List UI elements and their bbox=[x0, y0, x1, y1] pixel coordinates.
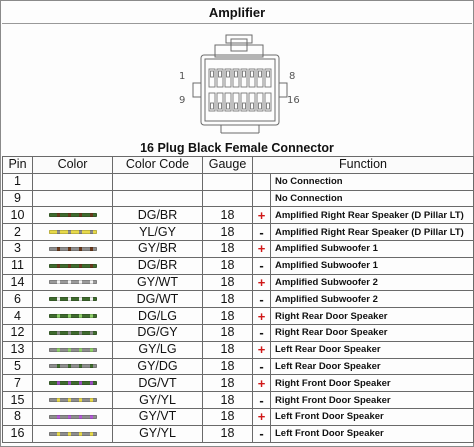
color-code-cell: GY/LG bbox=[113, 341, 203, 358]
connector-terminal bbox=[235, 71, 238, 77]
connector-terminal bbox=[267, 71, 270, 77]
wire-swatch bbox=[49, 230, 97, 234]
wire-color-cell bbox=[33, 257, 113, 274]
color-code-cell: DG/BR bbox=[113, 207, 203, 224]
connector-cavity bbox=[217, 93, 223, 111]
wire-color-cell bbox=[33, 274, 113, 291]
color-code-cell: GY/DG bbox=[113, 358, 203, 375]
pin-cell: 3 bbox=[3, 240, 33, 257]
function-cell: Right Front Door Speaker bbox=[271, 375, 474, 392]
connector-terminal bbox=[211, 103, 214, 109]
wire-color-cell bbox=[33, 324, 113, 341]
function-cell: Amplified Right Rear Speaker (D Pillar LT) bbox=[271, 207, 474, 224]
connector-terminal bbox=[219, 103, 222, 109]
gauge-cell: 18 bbox=[203, 375, 253, 392]
connector-terminal bbox=[259, 71, 262, 77]
wire-color-cell bbox=[33, 408, 113, 425]
polarity-cell: + bbox=[253, 240, 271, 257]
wire-color-cell bbox=[33, 308, 113, 325]
gauge-cell: 18 bbox=[203, 425, 253, 442]
pin-cell: 6 bbox=[3, 291, 33, 308]
function-cell: Amplified Subwoofer 1 bbox=[271, 240, 474, 257]
color-code-cell bbox=[113, 173, 203, 190]
connector-cavity bbox=[265, 69, 271, 87]
color-code-cell: DG/GY bbox=[113, 324, 203, 341]
connector-cavity bbox=[257, 69, 263, 87]
table-row bbox=[3, 324, 474, 341]
gauge-cell: 18 bbox=[203, 358, 253, 375]
wire-color-cell bbox=[33, 173, 113, 190]
wire-swatch bbox=[49, 432, 97, 436]
header-color: Color bbox=[33, 157, 113, 174]
connector-cavity bbox=[209, 69, 215, 87]
wire-color-cell bbox=[33, 207, 113, 224]
color-code-cell: YL/GY bbox=[113, 224, 203, 241]
wire-swatch bbox=[49, 196, 97, 200]
table-row bbox=[3, 375, 474, 392]
connector-cavity bbox=[249, 93, 255, 111]
wire-color-cell bbox=[33, 291, 113, 308]
polarity-cell: - bbox=[253, 291, 271, 308]
wire-swatch bbox=[49, 213, 97, 217]
connector-cavity bbox=[209, 93, 215, 111]
table-row bbox=[3, 392, 474, 409]
wire-color-cell bbox=[33, 240, 113, 257]
polarity-cell: - bbox=[253, 425, 271, 442]
polarity-cell bbox=[253, 173, 271, 190]
connector-terminal bbox=[243, 71, 246, 77]
gauge-cell: 18 bbox=[203, 308, 253, 325]
table-row bbox=[3, 257, 474, 274]
gauge-cell: 18 bbox=[203, 392, 253, 409]
gauge-cell: 18 bbox=[203, 291, 253, 308]
function-cell: Left Rear Door Speaker bbox=[271, 341, 474, 358]
connector-cavity bbox=[249, 69, 255, 87]
pin-label-8: 8 bbox=[289, 71, 296, 82]
connector-terminal bbox=[251, 71, 254, 77]
wire-color-cell bbox=[33, 392, 113, 409]
pin-label-16: 16 bbox=[287, 95, 300, 106]
pin-cell: 5 bbox=[3, 358, 33, 375]
connector-cavity bbox=[241, 93, 247, 111]
table-row bbox=[3, 207, 474, 224]
wire-color-cell bbox=[33, 224, 113, 241]
pin-cell: 2 bbox=[3, 224, 33, 241]
wire-swatch bbox=[49, 314, 97, 318]
connector-cavity bbox=[217, 69, 223, 87]
gauge-cell bbox=[203, 190, 253, 207]
connector-cavity bbox=[233, 69, 239, 87]
connector-terminal bbox=[227, 71, 230, 77]
gauge-cell: 18 bbox=[203, 240, 253, 257]
polarity-cell: + bbox=[253, 408, 271, 425]
polarity-cell: + bbox=[253, 341, 271, 358]
pin-cell: 14 bbox=[3, 274, 33, 291]
table-row bbox=[3, 308, 474, 325]
header-color-code: Color Code bbox=[113, 157, 203, 174]
color-code-cell: GY/VT bbox=[113, 408, 203, 425]
function-cell: Right Rear Door Speaker bbox=[271, 308, 474, 325]
wire-color-cell bbox=[33, 190, 113, 207]
function-cell: Right Rear Door Speaker bbox=[271, 324, 474, 341]
table-row bbox=[3, 240, 474, 257]
wire-swatch bbox=[49, 364, 97, 368]
pin-cell: 11 bbox=[3, 257, 33, 274]
connector-cavity bbox=[241, 69, 247, 87]
pin-label-9: 9 bbox=[179, 95, 186, 106]
color-code-cell: DG/WT bbox=[113, 291, 203, 308]
pin-cell: 16 bbox=[3, 425, 33, 442]
polarity-cell: + bbox=[253, 207, 271, 224]
connector-cavity bbox=[265, 93, 271, 111]
color-code-cell bbox=[113, 190, 203, 207]
wire-swatch bbox=[49, 264, 97, 268]
table-row bbox=[3, 291, 474, 308]
polarity-cell: - bbox=[253, 392, 271, 409]
gauge-cell bbox=[203, 173, 253, 190]
polarity-cell: + bbox=[253, 274, 271, 291]
table-row bbox=[3, 274, 474, 291]
color-code-cell: DG/LG bbox=[113, 308, 203, 325]
polarity-cell: + bbox=[253, 308, 271, 325]
wire-swatch bbox=[49, 180, 97, 184]
function-cell: Left Rear Door Speaker bbox=[271, 358, 474, 375]
header-function: Function bbox=[253, 157, 474, 174]
function-cell: Left Front Door Speaker bbox=[271, 408, 474, 425]
function-cell: No Connection bbox=[271, 173, 474, 190]
wire-color-cell bbox=[33, 425, 113, 442]
connector-terminal bbox=[235, 103, 238, 109]
wire-swatch bbox=[49, 297, 97, 301]
polarity-cell: - bbox=[253, 358, 271, 375]
table-row bbox=[3, 358, 474, 375]
polarity-cell bbox=[253, 190, 271, 207]
wire-swatch bbox=[49, 280, 97, 284]
connector-terminal bbox=[211, 71, 214, 77]
wire-color-cell bbox=[33, 358, 113, 375]
table-row bbox=[3, 190, 474, 207]
function-cell: Amplified Subwoofer 2 bbox=[271, 274, 474, 291]
wire-swatch bbox=[49, 247, 97, 251]
wire-swatch bbox=[49, 415, 97, 419]
gauge-cell: 18 bbox=[203, 324, 253, 341]
pin-cell: 9 bbox=[3, 190, 33, 207]
connector-terminal bbox=[267, 103, 270, 109]
gauge-cell: 18 bbox=[203, 274, 253, 291]
color-code-cell: DG/VT bbox=[113, 375, 203, 392]
table-header-row bbox=[3, 157, 474, 174]
connector-title: 16 Plug Black Female Connector bbox=[140, 141, 334, 155]
connector-terminal bbox=[259, 103, 262, 109]
wire-swatch bbox=[49, 381, 97, 385]
function-cell: Left Front Door Speaker bbox=[271, 425, 474, 442]
wire-color-cell bbox=[33, 341, 113, 358]
connector-terminal bbox=[251, 103, 254, 109]
wire-swatch bbox=[49, 348, 97, 352]
function-cell: No Connection bbox=[271, 190, 474, 207]
function-cell: Right Front Door Speaker bbox=[271, 392, 474, 409]
gauge-cell: 18 bbox=[203, 224, 253, 241]
gauge-cell: 18 bbox=[203, 257, 253, 274]
connector-cavity bbox=[257, 93, 263, 111]
pin-cell: 12 bbox=[3, 324, 33, 341]
color-code-cell: GY/WT bbox=[113, 274, 203, 291]
wire-color-cell bbox=[33, 375, 113, 392]
connector-diagram-icon bbox=[171, 33, 311, 143]
color-code-cell: GY/YL bbox=[113, 425, 203, 442]
table-row bbox=[3, 173, 474, 190]
pin-cell: 7 bbox=[3, 375, 33, 392]
gauge-cell: 18 bbox=[203, 408, 253, 425]
connector-terminal bbox=[219, 71, 222, 77]
pin-cell: 15 bbox=[3, 392, 33, 409]
pin-cell: 1 bbox=[3, 173, 33, 190]
pin-cell: 8 bbox=[3, 408, 33, 425]
connector-cavity bbox=[233, 93, 239, 111]
connector-cavity bbox=[225, 93, 231, 111]
function-cell: Amplified Subwoofer 2 bbox=[271, 291, 474, 308]
polarity-cell: - bbox=[253, 324, 271, 341]
table-row bbox=[3, 341, 474, 358]
color-code-cell: GY/YL bbox=[113, 392, 203, 409]
table-row bbox=[3, 425, 474, 442]
pin-cell: 10 bbox=[3, 207, 33, 224]
page-title: Amplifier bbox=[2, 2, 472, 24]
header-gauge: Gauge bbox=[203, 157, 253, 174]
connector-cavity bbox=[225, 69, 231, 87]
color-code-cell: DG/BR bbox=[113, 257, 203, 274]
polarity-cell: - bbox=[253, 257, 271, 274]
pinout-table bbox=[2, 156, 474, 443]
color-code-cell: GY/BR bbox=[113, 240, 203, 257]
gauge-cell: 18 bbox=[203, 341, 253, 358]
connector-terminal bbox=[243, 103, 246, 109]
polarity-cell: - bbox=[253, 224, 271, 241]
function-cell: Amplified Subwoofer 1 bbox=[271, 257, 474, 274]
function-cell: Amplified Right Rear Speaker (D Pillar LT) bbox=[271, 224, 474, 241]
gauge-cell: 18 bbox=[203, 207, 253, 224]
wire-swatch bbox=[49, 331, 97, 335]
pin-cell: 4 bbox=[3, 308, 33, 325]
table-row bbox=[3, 224, 474, 241]
polarity-cell: + bbox=[253, 375, 271, 392]
pin-label-1: 1 bbox=[179, 71, 186, 82]
connector-terminal bbox=[227, 103, 230, 109]
table-row bbox=[3, 408, 474, 425]
header-pin: Pin bbox=[3, 157, 33, 174]
pin-cell: 13 bbox=[3, 341, 33, 358]
wire-swatch bbox=[49, 398, 97, 402]
